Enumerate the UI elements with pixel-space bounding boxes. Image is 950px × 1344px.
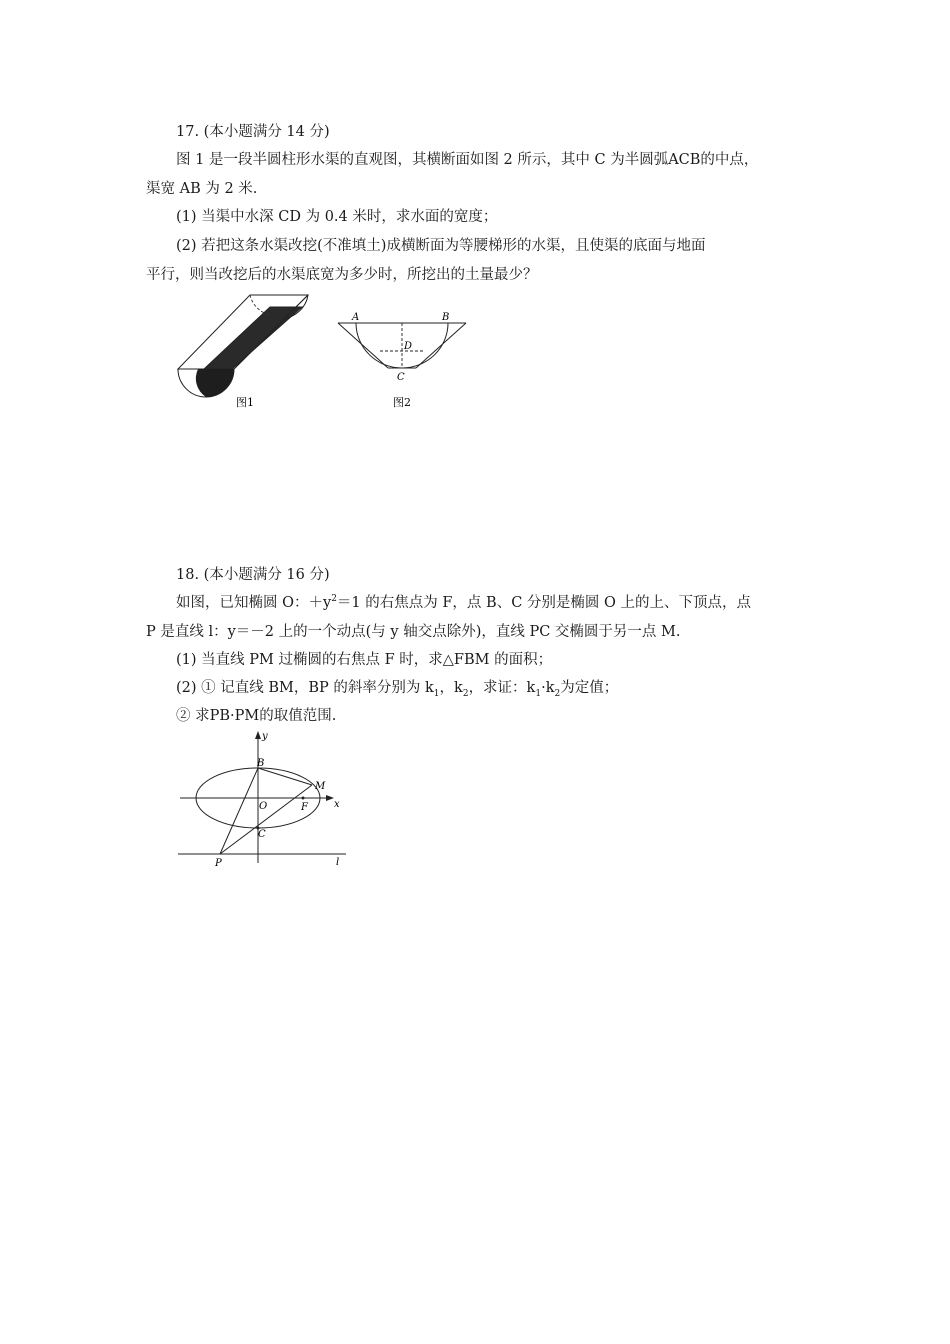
q17-stem-line1: 图 1 是一段半圆柱形水渠的直观图，其横断面如图 2 所示，其中 C 为半圆弧ACB的中点， bbox=[176, 152, 759, 168]
q17-fig1-caption: 图1 bbox=[236, 396, 254, 409]
q18-header: 18. (本小题满分 16 分) bbox=[176, 567, 330, 583]
q17-fig2-label-C: C bbox=[397, 372, 405, 383]
q18-fig-label-y: y bbox=[262, 731, 268, 742]
q17-part1: (1) 当渠中水深 CD 为 0.4 米时，求水面的宽度； bbox=[176, 209, 498, 225]
q18-part2-sub2: 2 bbox=[462, 688, 469, 699]
q18-part2-d: ·k bbox=[541, 680, 555, 696]
q18-stem-b: ＝1 的右焦点为 F，点 B、C 分别是椭圆 O 上的上、下顶点，点 bbox=[336, 595, 751, 611]
q18-part2-sub4: 2 bbox=[554, 688, 561, 699]
q17-fig2-label-B: B bbox=[442, 312, 450, 323]
q18-part2-2: ② 求PB·PM的取值范围. bbox=[176, 708, 337, 724]
q18-fig-label-x: x bbox=[334, 799, 340, 810]
q18-fig-label-B: B bbox=[257, 758, 265, 769]
q17-header: 17. (本小题满分 14 分) bbox=[176, 124, 330, 140]
q18-fig-label-M: M bbox=[315, 781, 326, 792]
q18-part2-sub1: 1 bbox=[433, 688, 440, 699]
q18-stem-line1 bbox=[176, 593, 751, 613]
q17-fig2-label-A: A bbox=[352, 312, 360, 323]
q18-part2-b: ，k bbox=[439, 680, 463, 696]
q18-part2-1 bbox=[176, 678, 618, 698]
q18-stem-a: 如图，已知椭圆 O：＋y bbox=[176, 595, 332, 611]
q17-figure2 bbox=[330, 305, 480, 415]
q18-fig-label-O: O bbox=[259, 801, 268, 812]
q18-part2-c: ，求证：k bbox=[468, 680, 536, 696]
q18-fig-label-P: P bbox=[215, 858, 222, 869]
q18-part2-e: 为定值； bbox=[560, 680, 619, 696]
q17-fig2-caption: 图2 bbox=[393, 396, 411, 409]
q17-part2-line1: (2) 若把这条水渠改挖(不准填土)成横断面为等腰梯形的水渠，且使渠的底面与地面 bbox=[176, 238, 706, 254]
q17-fig2-label-D: D bbox=[404, 341, 413, 352]
q18-fig-label-l: l bbox=[336, 857, 340, 868]
q18-stem-line2: P 是直线 l：y＝－2 上的一个动点(与 y 轴交点除外)，直线 PC 交椭圆于另一点 M. bbox=[146, 624, 681, 640]
q18-fig-label-C: C bbox=[258, 829, 266, 840]
q17-figure1 bbox=[170, 285, 320, 415]
q18-stem-sup: 2 bbox=[331, 594, 337, 605]
q18-part2-a: (2) ① 记直线 BM，BP 的斜率分别为 k bbox=[176, 680, 434, 696]
q18-fig-label-F: F bbox=[301, 802, 308, 813]
q18-figure bbox=[170, 725, 355, 870]
q18-part1: (1) 当直线 PM 过椭圆的右焦点 F 时，求△FBM 的面积； bbox=[176, 652, 553, 668]
q17-part2-line2: 平行，则当改挖后的水渠底宽为多少时，所挖出的土量最少？ bbox=[146, 267, 538, 283]
q18-part2-sub3: 1 bbox=[535, 688, 542, 699]
q17-stem-line2: 渠宽 AB 为 2 米. bbox=[146, 181, 258, 197]
